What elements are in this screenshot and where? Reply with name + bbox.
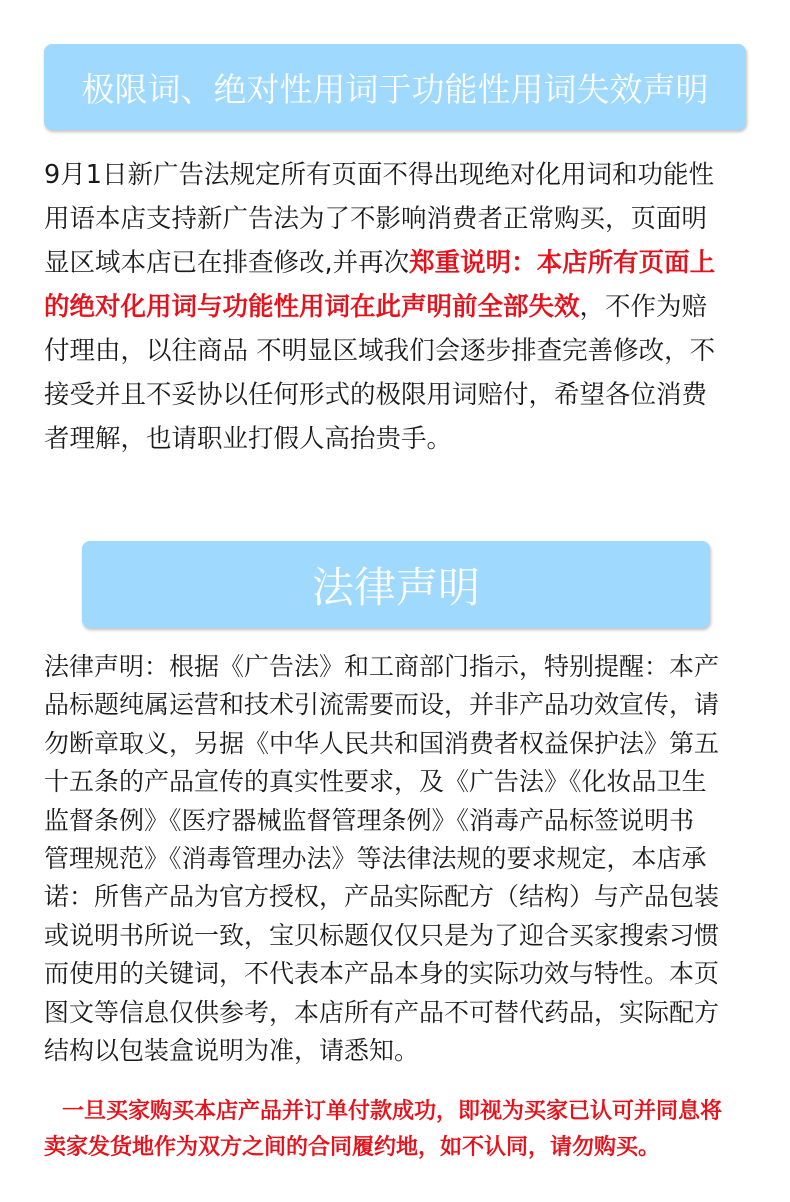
section-banner-legal [82,541,710,628]
text-line [44,417,715,461]
text-line: 图文等信息仅供参考，本店所有产品不可替代药品，实际配方 [44,997,720,1027]
text: 付理由，以往商品 不明显区域我们会逐步排查完善修改，不 [44,336,716,366]
text-line: 监督条例》《医疗器械监督管理条例》《消毒产品标签说明书 [44,805,695,835]
legal-paragraph [44,648,719,1070]
notice-line: 一旦买家购买本店产品并订单付款成功，即视为买家已认可并同息将 [62,1099,723,1124]
banner-title: 极限词、绝对性用词于功能性用词失效声明 [81,69,709,109]
text-line: 十五条的产品宣传的真实性要求，及《广告法》《化妆品卫生 [44,767,707,797]
notice-line: 卖家发货地作为双方之间的合同履约地，如不认同，请勿购买。 [44,1135,661,1160]
text-line [44,153,715,197]
text-line: 而使用的关键词，不代表本产品本身的实际功效与特性。本页 [44,959,720,989]
text: 显区域本店已在排查修改,并再次 [44,248,410,278]
text-line [44,241,715,285]
text: 用语本店支持新广告法为了不影响消费者正常购买，页面明 [44,204,708,234]
highlight-text: 郑重说明：本店所有页面上 [409,248,716,278]
purchase-notice [44,1094,722,1166]
text: 9月1日新广告法规定所有页面不得出现绝对化用词和功能性 [44,160,714,190]
disclaimer-paragraph [44,153,715,461]
text-line [44,329,715,373]
text: ，不作为赔 [579,292,708,322]
text-line [44,373,715,417]
text-line: 法律声明：根据《广告法》和工商部门指示，特别提醒：本产 [44,652,720,681]
section-banner-disclaimer [44,44,746,130]
text-line [44,197,715,241]
highlight-text: 的绝对化用词与功能性用词在此声明前全部失效 [44,292,580,322]
text-line: 或说明书所说一致，宝贝标题仅仅只是为了迎合买家搜索习惯 [44,920,720,950]
text-line: 勿断章取义，另据《中华人民共和国消费者权益保护法》第五 [44,728,720,758]
text-line [44,285,715,329]
text: 接受并且不妥协以任何形式的极限用词赔付，希望各位消费 [44,380,708,410]
banner-title: 法律声明 [311,562,480,612]
text-line: 管理规范》《消毒管理办法》等法律法规的要求规定，本店承 [44,843,707,873]
text: 者理解，也请职业打假人高抬贵手。 [44,424,453,454]
text-line: 结构以包装盒说明为准，请悉知。 [44,1035,420,1065]
text-line: 诺：所售产品为官方授权，产品实际配方（结构）与产品包装 [44,882,720,912]
text-line: 品标题纯属运营和技术引流需要而设，并非产品功效宣传，请 [44,690,720,720]
